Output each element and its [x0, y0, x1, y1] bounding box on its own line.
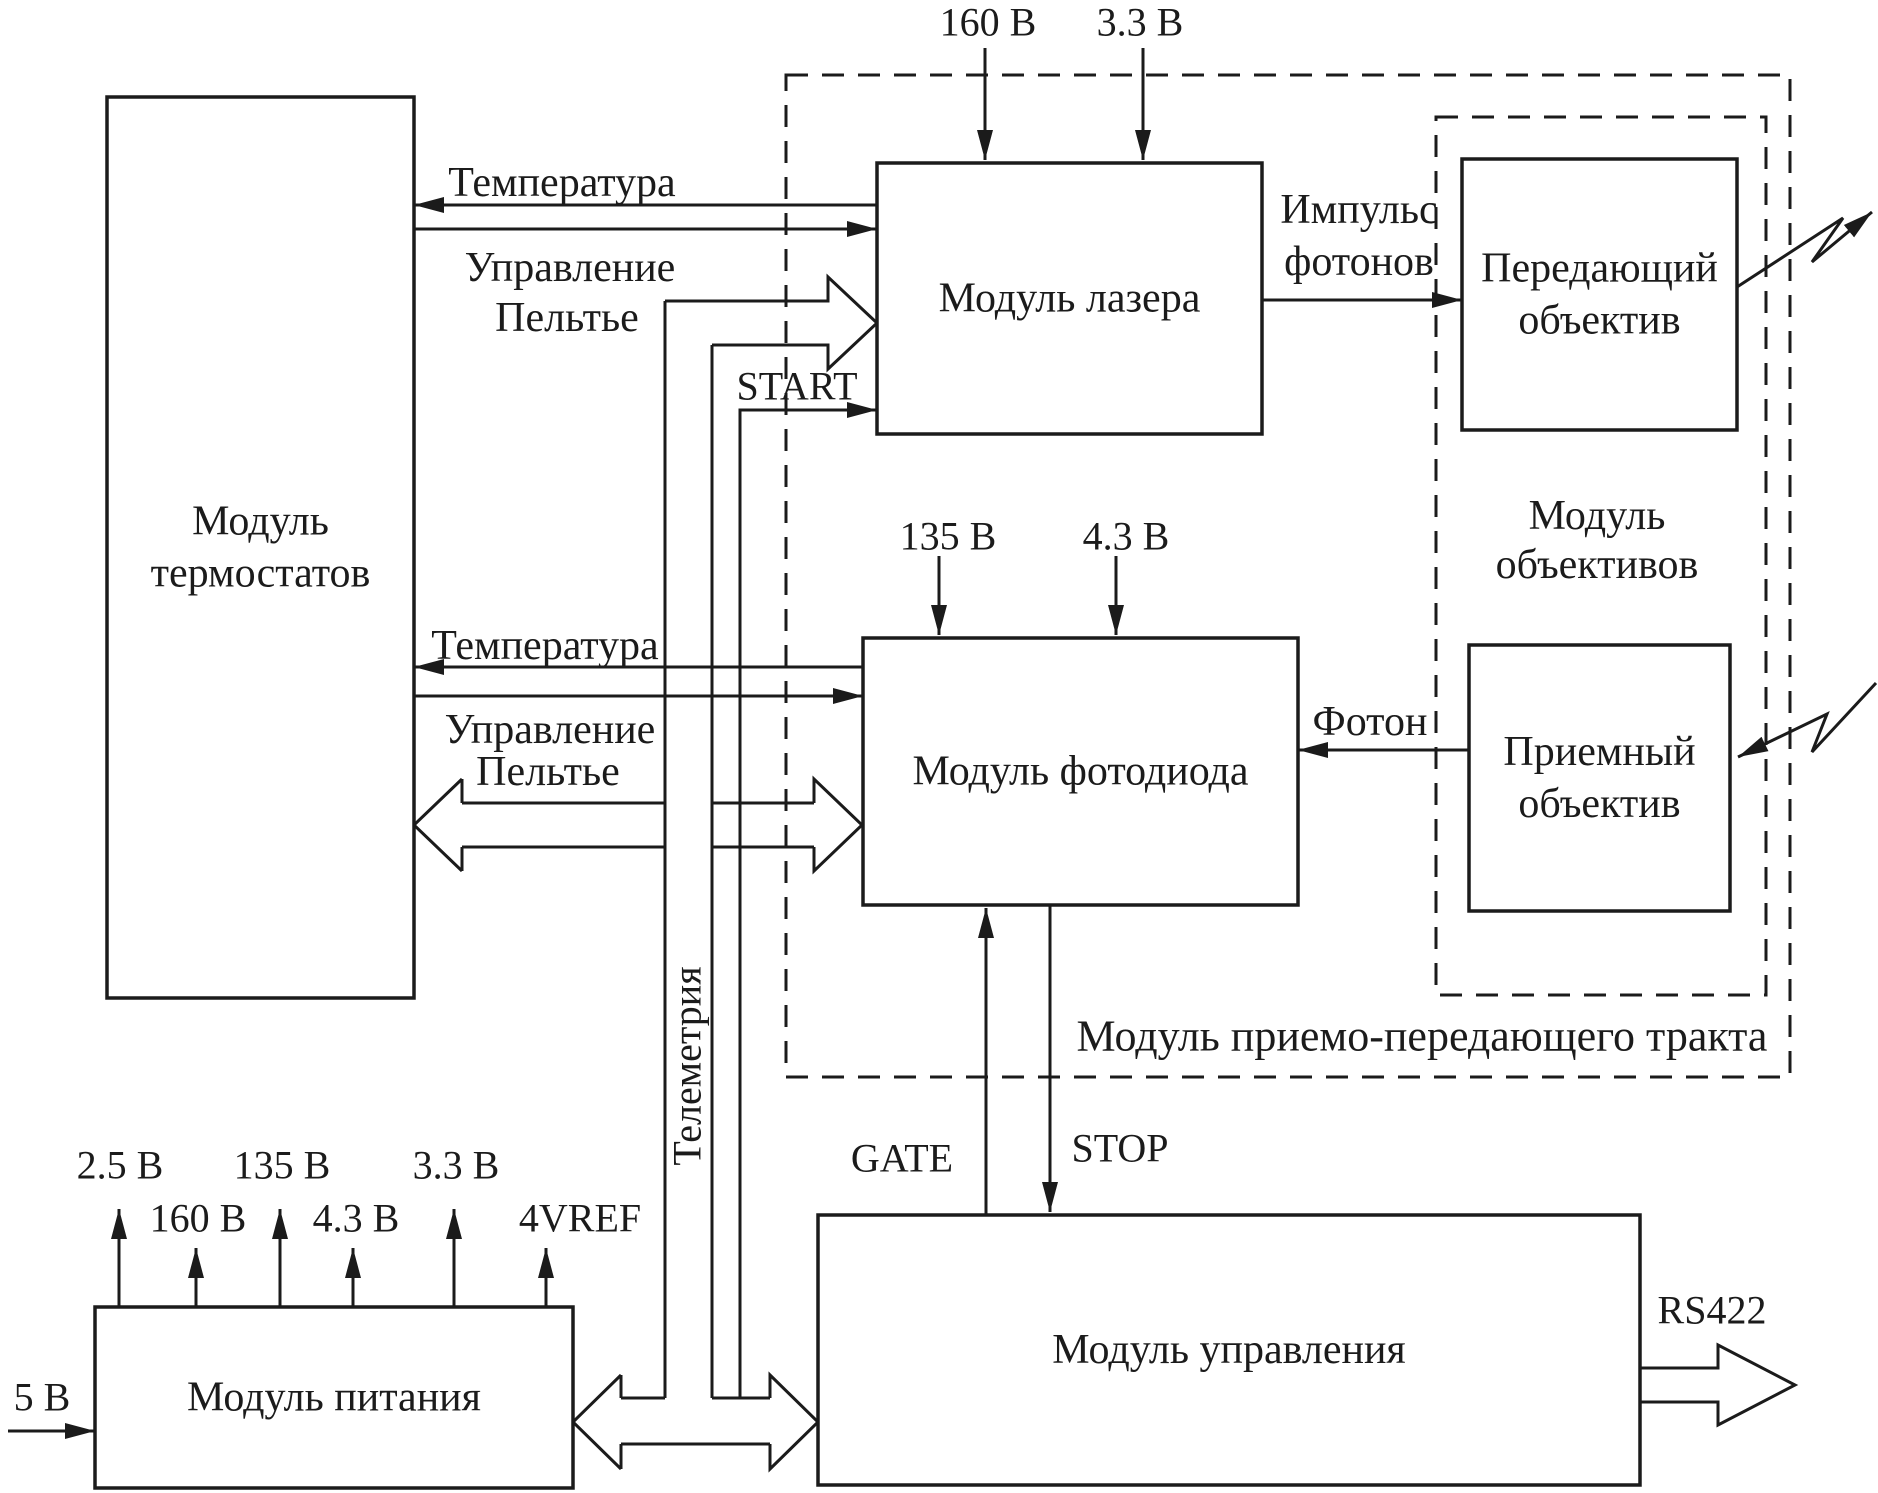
peltier-control-2-line2: Пельтье — [476, 749, 620, 795]
lens-module-line2: объективов — [1495, 542, 1699, 588]
transmitting-lens-label: Передающий — [1481, 245, 1718, 292]
lens-module-line1: Модуль — [1528, 493, 1666, 539]
receiving-lens-label: объектив — [1518, 781, 1681, 827]
receiving-lens-box — [1469, 645, 1730, 911]
v33-top-label: 3.3 В — [1096, 0, 1184, 45]
receiving-lens-label: Приемный — [1503, 729, 1696, 775]
photodiode-module-label: Модуль фотодиода — [912, 748, 1249, 795]
laser-module-label: Модуль лазера — [938, 275, 1201, 322]
temperature-2-label: Температура — [431, 623, 659, 669]
temperature-1-label: Температура — [448, 160, 676, 206]
p33-label: 3.3 В — [412, 1142, 500, 1188]
p4vref-label: 4VREF — [518, 1195, 642, 1241]
photon-label: Фотон — [1312, 699, 1428, 745]
peltier-control-1-line1: Управление — [464, 245, 676, 291]
transmitting-lens-label: объектив — [1518, 297, 1681, 344]
tx-beam-zigzag-arrow — [1737, 212, 1872, 287]
telemetry-label: Телеметрия — [664, 966, 710, 1166]
photon-pulse-line2: фотонов — [1284, 239, 1434, 285]
v43-label: 4.3 В — [1082, 513, 1170, 559]
v160-top-label: 160 В — [939, 0, 1037, 45]
photon-pulse-line1: Импульс — [1280, 187, 1438, 233]
p160-label: 160 В — [149, 1195, 247, 1241]
p25-label: 2.5 В — [76, 1142, 164, 1188]
stop-label: STOP — [1071, 1125, 1169, 1171]
rs422-label: RS422 — [1657, 1287, 1767, 1333]
thermostat-module-box — [107, 97, 414, 998]
gate-label: GATE — [850, 1135, 954, 1181]
laser-telemetry-hollow-arrow — [665, 277, 877, 369]
control-module-label: Модуль управления — [1052, 1327, 1406, 1373]
peltier-control-1-line2: Пельтье — [495, 295, 639, 341]
start-label: START — [736, 363, 858, 409]
power-control-hollow-double-arrow — [573, 1375, 818, 1469]
peltier-control-2-line1: Управление — [444, 707, 656, 753]
thermostat-module-label: Модуль — [192, 498, 329, 545]
v135-label: 135 В — [899, 513, 997, 559]
thermostat-module-label: термостатов — [150, 550, 371, 597]
rs422-hollow-arrow — [1640, 1345, 1795, 1425]
p5-label: 5 В — [13, 1374, 71, 1420]
rx-beam-zigzag-arrow — [1738, 683, 1876, 757]
transceiver-path-label: Модуль приемо-передающего тракта — [1076, 1011, 1768, 1061]
p135-label: 135 В — [233, 1142, 331, 1188]
transmitting-lens-box — [1462, 159, 1737, 430]
power-module-label: Модуль питания — [187, 1374, 481, 1421]
p43-label: 4.3 В — [312, 1195, 400, 1241]
